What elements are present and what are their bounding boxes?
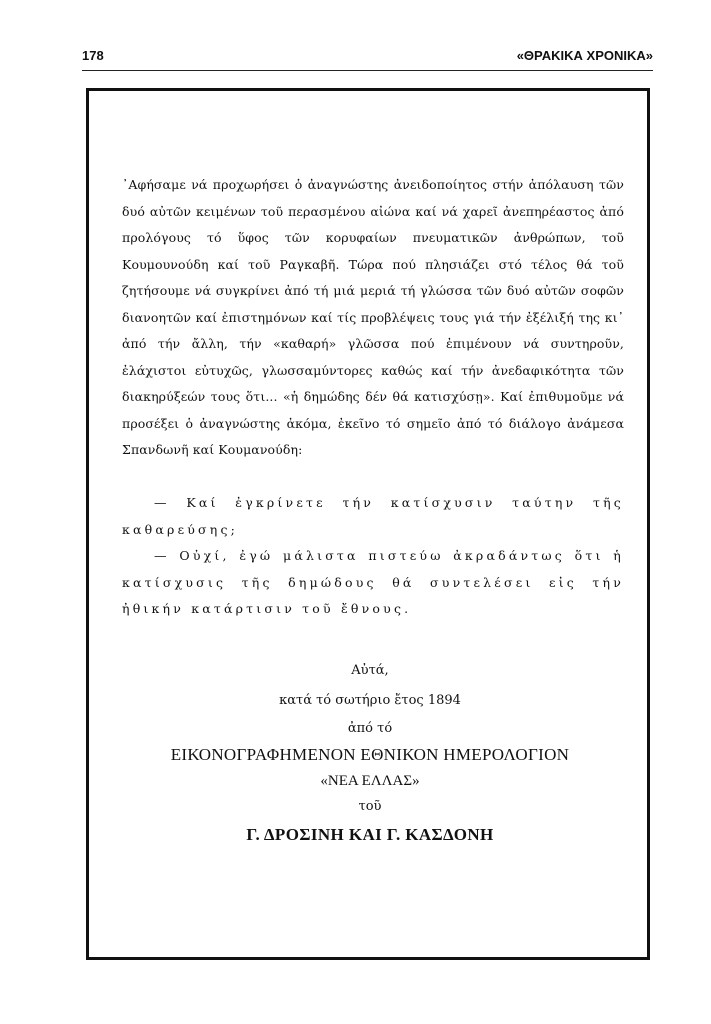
- publication-authors: Γ. ΔΡΟΣΙΝΗ ΚΑΙ Γ. ΚΑΣΔΟΝΗ: [246, 825, 494, 844]
- header-rule: [82, 70, 653, 71]
- page-number: 178: [82, 48, 104, 63]
- publication-title: ΕΙΚΟΝΟΓΡΑΦΗΜΕΝΟΝ ΕΘΝΙΚΟΝ ΗΜΕΡΟΛΟΓΙΟΝ: [170, 745, 570, 764]
- colophon-line-3: ἀπό τό: [347, 721, 393, 736]
- colophon-line-1: Αὐτά,: [351, 663, 389, 678]
- journal-title: «ΘΡΑΚΙΚΑ ΧΡΟΝΙΚΑ»: [516, 48, 653, 63]
- running-head: [82, 48, 653, 70]
- colophon-line-6: τοῦ: [358, 799, 382, 814]
- dialogue-block: [122, 490, 624, 623]
- dialogue-line-answer: — Οὐχί, ἐγώ μάλιστα πιστεύω ἀκραδάντως ὅτι ἡ κατίσχυσις τῆς δημώδους θά συντελέσει εἰς τήν ἠθικήν κατάρτισιν τοῦ ἔθνους.: [122, 548, 624, 616]
- dialogue-line-question: — Καί ἐγκρίνετε τήν κατίσχυσιν ταύτην τῆς καθαρεύσης;: [122, 495, 624, 537]
- colophon: [90, 656, 650, 850]
- body-paragraph: ᾿Αφήσαμε νά προχωρήσει ὁ ἀναγνώστης ἀνειδοποίητος στήν ἀπόλαυση τῶν δυό αὐτῶν κειμένων τοῦ περασμένου αἰώνα καί νά χαρεῖ ἀνεπηρέαστος ἀπό προλόγους τό ὕφος τῶν κορυφαίων πνευματικῶν ἀνθρώπων, τοῦ Κουμουνούδη καί τοῦ Ραγκαβῆ. Τώρα πού πλησιάζει στό τέλος θά τοῦ ζητήσουμε νά συγκρίνει ἀπό τή μιά μεριά τή γλώσσα τῶν δυό αὐτῶν σοφῶν διανοητῶν καί ἐπιστημόνων καί τίς προβλέψεις τους γιά τήν ἐξέλιξή της κι᾿ ἀπό τήν ἄλλη, τήν «καθαρή» γλῶσσα πού ἐπιμένουν νά συντηροῦν, ἐλάχιστοι εὐτυχῶς, γλωσσαμύντορες καθώς καί τήν ἀνεδαφικότητα τῶν διακηρύξεών τους ὅτι... «ἡ δημώδης δέν θά κατισχύσῃ». Καί ἐπιθυμοῦμε νά προσέξει ὁ ἀναγνώστης ἀκόμα, ἐκεῖνο τό σημεῖο ἀπό τό διάλογο ἀνάμεσα Σπανδωνῆ καί Κουμανούδη:: [122, 177, 624, 457]
- publication-subtitle: «ΝΕΑ ΕΛΛΑΣ»: [320, 773, 420, 789]
- colophon-line-2: κατά τό σωτήριο ἔτος 1894: [279, 693, 461, 708]
